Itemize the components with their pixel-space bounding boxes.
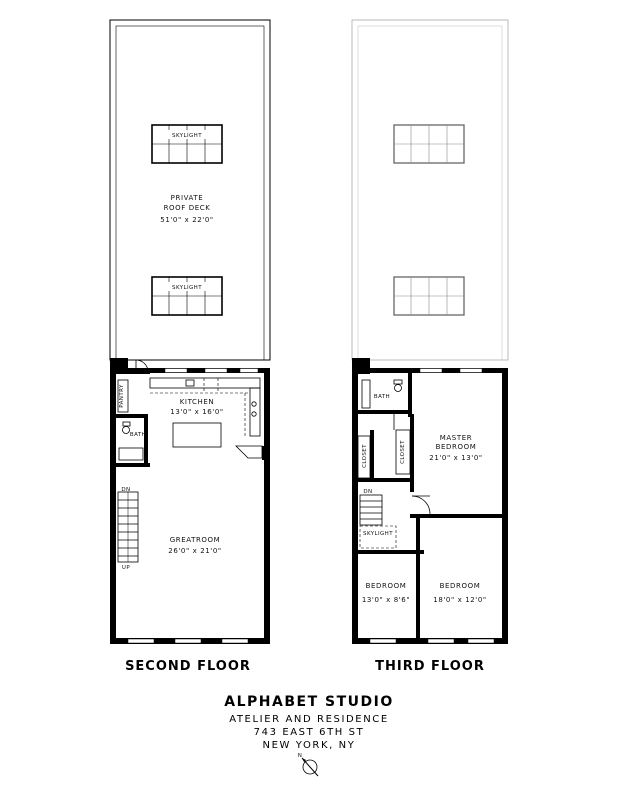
closet-1-label: CLOSET: [362, 444, 368, 468]
bath-label-2f: BATH: [129, 432, 147, 438]
north-arrow-icon: [298, 753, 318, 776]
kitchen-counter-top: [150, 378, 260, 388]
greatroom-dims: 26'0" x 21'0": [168, 547, 222, 555]
kitchen-dims: 13'0" x 16'0": [170, 408, 224, 416]
wall-left: [110, 368, 116, 644]
bedroom1-dims: 13'0" x 8'6": [361, 596, 411, 604]
roof-deck-name: PRIVATE: [170, 194, 204, 202]
kitchen-peninsula: [236, 446, 262, 458]
skylight-top-label: SKYLIGHT: [172, 133, 202, 139]
address-line-1: ATELIER AND RESIDENCE: [229, 714, 389, 725]
roof-deck-name2: ROOF DECK: [163, 204, 211, 212]
bedroom1-name: BEDROOM: [365, 582, 407, 590]
address-line-3: NEW YORK, NY: [262, 740, 356, 751]
stair-dn-3f: DN: [363, 489, 373, 495]
skylight-top: [152, 125, 222, 163]
master-door-swing: [412, 496, 430, 514]
stair-2f: [118, 492, 138, 562]
title-block: [224, 694, 393, 751]
studio-name: ALPHABET STUDIO: [224, 694, 394, 710]
skylight-3f-bottom: [394, 277, 464, 315]
bedroom2-name: BEDROOM: [439, 582, 481, 590]
kitchen-island: [173, 423, 221, 447]
closet-2-label: CLOSET: [400, 440, 406, 464]
greatroom-name: GREATROOM: [169, 536, 221, 544]
third-floor-plan: [352, 20, 508, 674]
pantry-label: PANTRY: [119, 384, 125, 408]
master-name2: BEDROOM: [435, 443, 477, 451]
master-name: MASTER: [439, 434, 473, 442]
wall-right: [264, 368, 270, 644]
third-floor-title: THIRD FLOOR: [375, 659, 485, 674]
bath-label-3f: BATH: [373, 394, 391, 400]
skylight-3f-top: [394, 125, 464, 163]
skylight-3f: [360, 526, 396, 548]
address-line-2: 743 EAST 6TH ST: [253, 727, 365, 738]
skylight-bottom-label: SKYLIGHT: [172, 285, 202, 291]
master-dims: 21'0" x 13'0": [429, 454, 483, 462]
second-floor-plan: [110, 20, 270, 674]
toilet: [123, 427, 130, 434]
roof-deck-dims: 51'0" x 22'0": [160, 216, 214, 224]
bedroom2-dims: 18'0" x 12'0": [433, 596, 487, 604]
compass-label: N: [297, 753, 303, 759]
stair-up-2f: UP: [121, 565, 131, 571]
stair-3f: [360, 495, 382, 525]
skylight-3f-label: SKYLIGHT: [363, 531, 393, 537]
wall-corner: [110, 358, 128, 374]
bathtub: [119, 448, 143, 460]
second-floor-title: SECOND FLOOR: [125, 659, 251, 674]
skylight-bottom: [152, 277, 222, 315]
stair-dn-2f: DN: [121, 487, 131, 493]
kitchen-name: KITCHEN: [179, 398, 215, 406]
